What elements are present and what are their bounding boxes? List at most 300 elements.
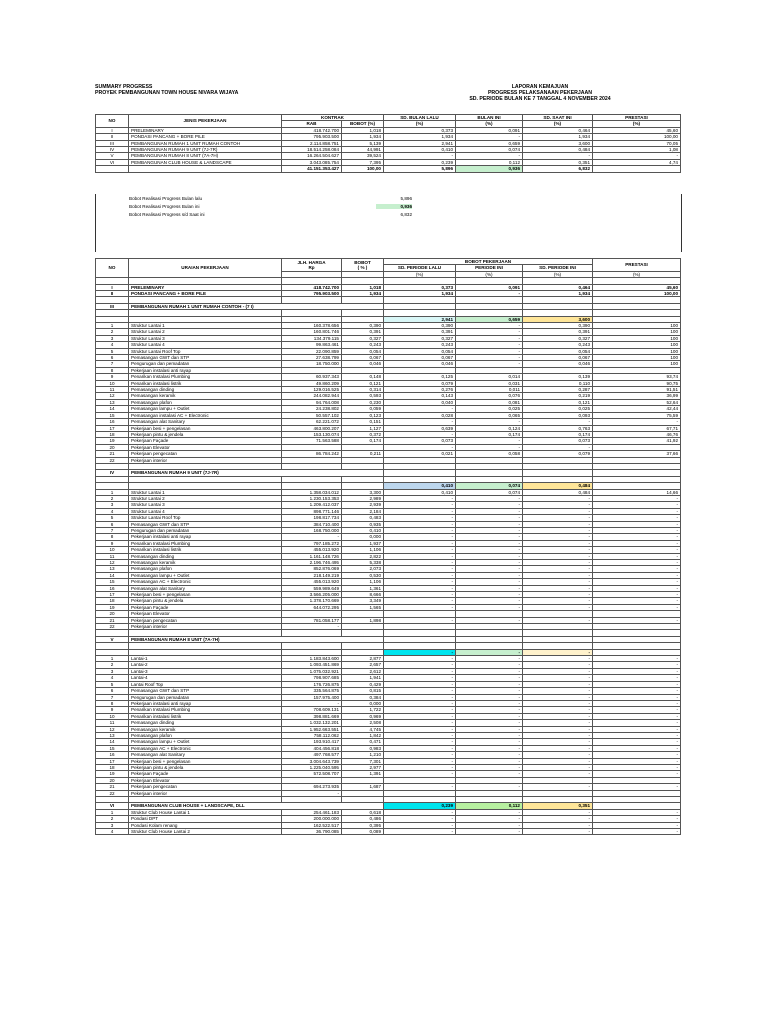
summary-header-pct: (%) — [456, 121, 523, 127]
cell-lalu: - — [384, 406, 456, 412]
cell-ini: 0,081 — [456, 399, 523, 405]
summary-cell-saat: 0,464 — [523, 127, 593, 133]
detail-header-jlh: JLH. HARGA Rp — [282, 259, 342, 272]
cell-saat: 0,093 — [523, 412, 593, 418]
cell-bobot: 3,349 — [342, 598, 384, 604]
cell-name: Pekerjaan pintu & jendela — [129, 598, 282, 604]
cell-lalu: - — [384, 700, 456, 706]
cell-saat: - — [523, 713, 593, 719]
cell-lalu: - — [384, 726, 456, 732]
summary-header-pct: (%) — [384, 121, 456, 127]
cell-lalu: - — [384, 745, 456, 751]
cell-prestasi: 100,00 — [593, 291, 681, 297]
cell-p: 100 — [593, 355, 681, 361]
cell-p: 100 — [593, 342, 681, 348]
cell-lalu: - — [384, 668, 456, 674]
cell-rab: 418.742.700 — [282, 284, 342, 290]
cell-p: 36,99 — [593, 393, 681, 399]
total-saat: 6,832 — [523, 166, 593, 172]
cell-rab: 797.185.272 — [282, 540, 342, 546]
cell-lalu: - — [384, 534, 456, 540]
cell-saat: 0,110 — [523, 380, 593, 386]
cell-p: - — [593, 604, 681, 610]
cell-p: 100 — [593, 361, 681, 367]
cell-ini: - — [456, 579, 523, 585]
summary-cell-rab: 16.264.504.627 — [282, 153, 342, 159]
cell-lalu: - — [384, 675, 456, 681]
cell-bobot: 0,391 — [342, 329, 384, 335]
cell-name: Pemasangan AC + Electronic — [129, 579, 282, 585]
cell-name: Struktur Lantai 4 — [129, 508, 282, 514]
cell-lalu: - — [384, 508, 456, 514]
cell-saat: 0,219 — [523, 393, 593, 399]
cell-saat: - — [523, 553, 593, 559]
cell-p: - — [593, 553, 681, 559]
summary-cell-saat: 1,934 — [523, 134, 593, 140]
cell-name: Pemasangan AC + Electronic — [129, 745, 282, 751]
cell-p: 14,66 — [593, 489, 681, 495]
cell-rab: 153.130.074 — [282, 431, 342, 437]
cell-ini: 0,011 — [456, 387, 523, 393]
cell-rab: 1.209.412.037 — [282, 502, 342, 508]
cell-p: - — [593, 598, 681, 604]
cell-p: - — [593, 784, 681, 790]
cell-name: Pemasangan GWT dan STP — [129, 688, 282, 694]
cell-lalu: - — [384, 598, 456, 604]
cell-p: - — [593, 732, 681, 738]
summary-cell-name: PRELEMINARY — [129, 127, 282, 133]
cell-p: - — [593, 829, 681, 835]
cell-rab: 99.863.461 — [282, 342, 342, 348]
summary-cell-no: IV — [96, 147, 129, 153]
cell-lalu: 0,021 — [384, 451, 456, 457]
cell-lalu: 0,028 — [384, 412, 456, 418]
cell-lalu: 0,276 — [384, 387, 456, 393]
cell-p: 42,44 — [593, 406, 681, 412]
report-header-left — [95, 84, 238, 96]
cell-name: Pekerjaan besi + pengelasan — [129, 758, 282, 764]
cell-lalu: - — [384, 694, 456, 700]
cell-lalu: - — [384, 822, 456, 828]
detail-header-pct: (%) — [523, 271, 593, 277]
report-period: SD. PERIODE BULAN KE 7 TANGGAL 4 NOVEMBER 2024 — [469, 96, 611, 102]
detail-header-pct: (%) — [384, 271, 456, 277]
summary-cell-prestasi: 45,60 — [593, 127, 681, 133]
summary-cell-bobot: 44,991 — [342, 147, 384, 153]
cell-saat: - — [523, 784, 593, 790]
summary-cell-saat: 0,351 — [523, 159, 593, 165]
cell-saat: - — [523, 444, 593, 450]
bobot-realisasi-block — [95, 194, 682, 252]
cell-p: - — [593, 656, 681, 662]
section-total-ini: - — [456, 649, 523, 655]
section-total-saat: 0,351 — [523, 803, 593, 809]
cell-bobot: 1,687 — [342, 784, 384, 790]
cell-no: 3 — [96, 335, 129, 341]
cell-no: 14 — [96, 572, 129, 578]
cell-no: 21 — [96, 617, 129, 623]
detail-header-bobot: BOBOT ( % ) — [342, 259, 384, 272]
cell-no: 3 — [96, 502, 129, 508]
summary-cell-lalu: - — [384, 153, 456, 159]
cell-lalu: 0,067 — [384, 355, 456, 361]
cell-name: Pemasangan instalasi AC + Electronic — [129, 412, 282, 418]
cell-rab: 168.750.000 — [282, 527, 342, 533]
total-ini: 0,936 — [456, 166, 523, 172]
cell-no: 17 — [96, 425, 129, 431]
cell-no: II — [96, 291, 129, 297]
cell-rab: 18.750.000 — [282, 361, 342, 367]
cell-name: Pengurugan dan pemadatan — [129, 527, 282, 533]
cell-rab: 1.093.451.869 — [282, 662, 342, 668]
cell-no: 13 — [96, 732, 129, 738]
cell-p: - — [593, 694, 681, 700]
cell-saat: - — [523, 495, 593, 501]
cell-bobot: 0,935 — [342, 521, 384, 527]
cell-name: Pemasangan plafon — [129, 566, 282, 572]
cell-bobot: 0,395 — [342, 822, 384, 828]
cell-lalu: - — [384, 829, 456, 835]
cell-no: 9 — [96, 540, 129, 546]
cell-p: 100 — [593, 348, 681, 354]
cell-bobot: 1,941 — [342, 675, 384, 681]
cell-p: - — [593, 515, 681, 521]
cell-no: 2 — [96, 662, 129, 668]
cell-no: 12 — [96, 560, 129, 566]
cell-ini: 0,174 — [456, 431, 523, 437]
cell-name: Struktur Lantai Roof Top — [129, 348, 282, 354]
cell-rab: 71.563.588 — [282, 438, 342, 444]
cell-no: 11 — [96, 553, 129, 559]
cell-bobot: 0,969 — [342, 713, 384, 719]
cell-saat: - — [523, 739, 593, 745]
cell-saat: - — [523, 540, 593, 546]
cell-ini: - — [456, 335, 523, 341]
cell-no: 10 — [96, 547, 129, 553]
cell-rab: 898.771.146 — [282, 508, 342, 514]
cell-ini: - — [456, 560, 523, 566]
cell-rab: 644.072.295 — [282, 604, 342, 610]
cell-saat: 0,073 — [523, 438, 593, 444]
report-header-right — [400, 84, 680, 102]
cell-lalu: - — [384, 521, 456, 527]
cell-bobot: 0,067 — [342, 355, 384, 361]
cell-ini: - — [456, 745, 523, 751]
cell-saat: 0,079 — [523, 451, 593, 457]
cell-saat: 0,174 — [523, 431, 593, 437]
report-subtitle: PROGRESS PELAKSANAAN PEKERJAAN — [487, 90, 593, 96]
cell-ini: 0,091 — [456, 284, 523, 290]
cell-no: 1 — [96, 489, 129, 495]
section-total-ini: 0,112 — [456, 803, 523, 809]
cell-name: Pengurugan dan pemadatan — [129, 361, 282, 367]
cell-no: 1 — [96, 656, 129, 662]
cell-lalu: - — [384, 515, 456, 521]
summary-cell-rab: 2.114.858.751 — [282, 140, 342, 146]
cell-no: 2 — [96, 329, 129, 335]
cell-p: 100 — [593, 323, 681, 329]
cell-bobot: 1,210 — [342, 752, 384, 758]
cell-saat: - — [523, 707, 593, 713]
cell-no: 5 — [96, 681, 129, 687]
cell-lalu: 0,079 — [384, 380, 456, 386]
cell-saat: 0,484 — [523, 489, 593, 495]
cell-lalu: 0,046 — [384, 361, 456, 367]
cell-saat: - — [523, 745, 593, 751]
cell-p: 100 — [593, 329, 681, 335]
cell-no: 4 — [96, 829, 129, 835]
cell-no: 7 — [96, 694, 129, 700]
cell-name: Pekerjaan Elevator — [129, 777, 282, 783]
section-total-saat: - — [523, 649, 593, 655]
cell-name: Lantai-1 — [129, 656, 282, 662]
cell-saat: - — [523, 771, 593, 777]
cell-saat: - — [523, 502, 593, 508]
cell-bobot: 0,471 — [342, 739, 384, 745]
cell-p: - — [593, 662, 681, 668]
cell-no: 22 — [96, 457, 129, 463]
cell-name: Pekerjaan pengecatan — [129, 784, 282, 790]
cell-bobot: 2,989 — [342, 495, 384, 501]
cell-no: 20 — [96, 611, 129, 617]
cell-bobot: 7,301 — [342, 758, 384, 764]
cell-saat: - — [523, 515, 593, 521]
section-total-ini: 0,659 — [456, 316, 523, 322]
summary-cell-ini: 0,074 — [456, 147, 523, 153]
summary-cell-rab: 18.514.258.084 — [282, 147, 342, 153]
cell-name: Struktur Lantai 1 — [129, 323, 282, 329]
cell-rab: 1.075.032.921 — [282, 668, 342, 674]
cell-ini: - — [456, 342, 523, 348]
cell-ini: - — [456, 438, 523, 444]
cell-bobot: 0,089 — [342, 829, 384, 835]
cell-no: 12 — [96, 726, 129, 732]
cell-no: 15 — [96, 745, 129, 751]
cell-saat: - — [523, 572, 593, 578]
cell-name: Struktur Lantai 2 — [129, 495, 282, 501]
cell-name: Pemasangan dinding — [129, 553, 282, 559]
cell-saat: - — [523, 508, 593, 514]
cell-rab: 559.989.649 — [282, 585, 342, 591]
cell-no: 8 — [96, 534, 129, 540]
cell-saat: - — [523, 598, 593, 604]
cell-p: - — [593, 419, 681, 425]
summary-header-ini: BULAN INI — [456, 115, 523, 121]
cell-bobot: 0,174 — [342, 438, 384, 444]
summary-header-rab: RAB — [282, 121, 342, 127]
summary-cell-prestasi: 70,05 — [593, 140, 681, 146]
total-bobot: 100,00 — [342, 166, 384, 172]
cell-bobot: 0,618 — [342, 809, 384, 815]
cell-ini: - — [456, 822, 523, 828]
cell-saat: - — [523, 534, 593, 540]
cell-rab: - — [282, 700, 342, 706]
cell-no: 12 — [96, 393, 129, 399]
cell-lalu: - — [384, 720, 456, 726]
cell-name: PONDASI PANCANG + BORE PILE — [129, 291, 282, 297]
cell-bobot: 0,046 — [342, 361, 384, 367]
cell-no: 19 — [96, 604, 129, 610]
cell-name: Pekerjaan Façade — [129, 438, 282, 444]
cell-saat: - — [523, 585, 593, 591]
summary-cell-bobot: 1,018 — [342, 127, 384, 133]
cell-p: - — [593, 540, 681, 546]
cell-no: 16 — [96, 585, 129, 591]
cell-ini: 0,014 — [456, 374, 523, 380]
cell-saat: - — [523, 829, 593, 835]
cell-p: - — [593, 700, 681, 706]
cell-ini: 0,074 — [456, 489, 523, 495]
cell-p: - — [593, 707, 681, 713]
cell-p: - — [593, 675, 681, 681]
cell-saat: - — [523, 720, 593, 726]
cell-rab: 1.230.153.353 — [282, 495, 342, 501]
section-no: V — [96, 636, 129, 642]
cell-p: - — [593, 592, 681, 598]
cell-saat: 0,054 — [523, 348, 593, 354]
cell-rab: 708.609.131 — [282, 707, 342, 713]
cell-ini: - — [456, 656, 523, 662]
cell-bobot: 4,745 — [342, 726, 384, 732]
cell-no: 19 — [96, 438, 129, 444]
detail-header-no: NO — [96, 259, 129, 278]
cell-ini: - — [456, 361, 523, 367]
cell-name: Penarikan instalasi listrik — [129, 380, 282, 386]
cell-name: Pekerjaan pengecatan — [129, 617, 282, 623]
cell-no: 22 — [96, 624, 129, 630]
cell-p: - — [593, 822, 681, 828]
cell-ini: - — [456, 675, 523, 681]
cell-rab: 3.566.205.000 — [282, 592, 342, 598]
summary-cell-name: PONDASI PANCANG + BORE PILE — [129, 134, 282, 140]
cell-lalu: 0,054 — [384, 348, 456, 354]
summary-cell-prestasi: - — [593, 153, 681, 159]
cell-saat: - — [523, 809, 593, 815]
cell-name: Pekerjaan pintu & jendela — [129, 764, 282, 770]
cell-ini: - — [456, 348, 523, 354]
project-title: PROYEK PEMBANGUNAN TOWN HOUSE NIVARA WIJAYA — [95, 90, 239, 96]
cell-no: 18 — [96, 431, 129, 437]
cell-ini: - — [456, 700, 523, 706]
cell-lalu: - — [384, 617, 456, 623]
section-title: PEMBANGUNAN RUMAH 1 UNIT RUMAH CONTOH - (7 I) — [129, 303, 384, 309]
cell-lalu: 0,073 — [384, 438, 456, 444]
cell-bobot: 5,338 — [342, 560, 384, 566]
cell-name: Lantai-2 — [129, 662, 282, 668]
cell-lalu: 0,040 — [384, 399, 456, 405]
cell-rab: 798.907.685 — [282, 675, 342, 681]
cell-ini: - — [456, 592, 523, 598]
cell-saat: - — [523, 675, 593, 681]
cell-p: - — [593, 527, 681, 533]
cell-lalu: - — [384, 560, 456, 566]
cell-ini: - — [456, 329, 523, 335]
cell-lalu: - — [384, 752, 456, 758]
cell-p: - — [593, 726, 681, 732]
cell-name: Pekerjaan pengecatan — [129, 451, 282, 457]
cell-p: - — [593, 681, 681, 687]
cell-no: 8 — [96, 367, 129, 373]
cell-ini: - — [456, 495, 523, 501]
cell-no: 22 — [96, 790, 129, 796]
cell-p: - — [593, 688, 681, 694]
cell-bobot: 1,722 — [342, 707, 384, 713]
cell-bobot: 1,361 — [342, 585, 384, 591]
detail-table — [95, 258, 681, 835]
cell-p: 37,66 — [593, 451, 681, 457]
summary-header-kontrak: KONTRAK — [282, 115, 384, 121]
summary-cell-rab: 3.043.085.754 — [282, 159, 342, 165]
cell-saat: - — [523, 764, 593, 770]
cell-no: 1 — [96, 323, 129, 329]
cell-no: 15 — [96, 579, 129, 585]
bobot-ini-label: Bobot Realisasi Progress Bulan ini — [129, 204, 200, 209]
detail-header-bobot-pekerjaan: BOBOT PEKERJAAN — [384, 259, 593, 265]
cell-lalu: - — [384, 809, 456, 815]
cell-rab: 455.013.920 — [282, 579, 342, 585]
cell-saat: - — [523, 604, 593, 610]
cell-no: 14 — [96, 406, 129, 412]
cell-saat: 0,390 — [523, 323, 593, 329]
cell-bobot: 0,593 — [342, 393, 384, 399]
cell-no: 13 — [96, 399, 129, 405]
cell-bobot: 0,410 — [342, 527, 384, 533]
cell-name: Pemasangan alat Sanitary — [129, 585, 282, 591]
cell-bobot: 0,390 — [342, 323, 384, 329]
cell-p: 41,92 — [593, 438, 681, 444]
cell-rab: 218.149.219 — [282, 572, 342, 578]
cell-p: - — [593, 668, 681, 674]
cell-rab: - — [282, 534, 342, 540]
cell-saat: - — [523, 527, 593, 533]
cell-rab: 1.032.132.201 — [282, 720, 342, 726]
cell-name: Pemasangan dinding — [129, 720, 282, 726]
cell-saat: - — [523, 592, 593, 598]
cell-saat: - — [523, 758, 593, 764]
cell-ini: 0,058 — [456, 451, 523, 457]
cell-bobot: 1,842 — [342, 732, 384, 738]
cell-lalu: - — [384, 431, 456, 437]
cell-ini: 0,124 — [456, 425, 523, 431]
cell-bobot: 0,211 — [342, 451, 384, 457]
cell-bobot: 2,184 — [342, 508, 384, 514]
total-rab: 41.151.353.427 — [282, 166, 342, 172]
cell-name: Pekerjaan Façade — [129, 604, 282, 610]
cell-rab: 198.817.734 — [282, 515, 342, 521]
cell-ini: - — [456, 502, 523, 508]
cell-saat: 0,464 — [523, 284, 593, 290]
total-lalu: 5,896 — [384, 166, 456, 172]
cell-ini: - — [456, 355, 523, 361]
section-title: PEMBANGUNAN RUMAH 9 UNIT (7J-7R) — [129, 470, 384, 476]
cell-ini: - — [456, 527, 523, 533]
section-no: IV — [96, 470, 129, 476]
cell-rab: 49.860.209 — [282, 380, 342, 386]
cell-rab: 160.378.656 — [282, 323, 342, 329]
cell-name: Pekerjaan Elevator — [129, 444, 282, 450]
cell-bobot: 0,327 — [342, 335, 384, 341]
cell-rab: 1.225.040.595 — [282, 764, 342, 770]
cell-rab: 60.937.343 — [282, 374, 342, 380]
summary-cell-ini: 0,659 — [456, 140, 523, 146]
cell-rab: 3.004.643.739 — [282, 758, 342, 764]
section-no: VI — [96, 803, 129, 809]
cell-lalu: - — [384, 566, 456, 572]
table-row — [96, 829, 681, 835]
summary-cell-bobot: 1,934 — [342, 134, 384, 140]
cell-lalu: - — [384, 527, 456, 533]
cell-rab: 852.876.069 — [282, 566, 342, 572]
